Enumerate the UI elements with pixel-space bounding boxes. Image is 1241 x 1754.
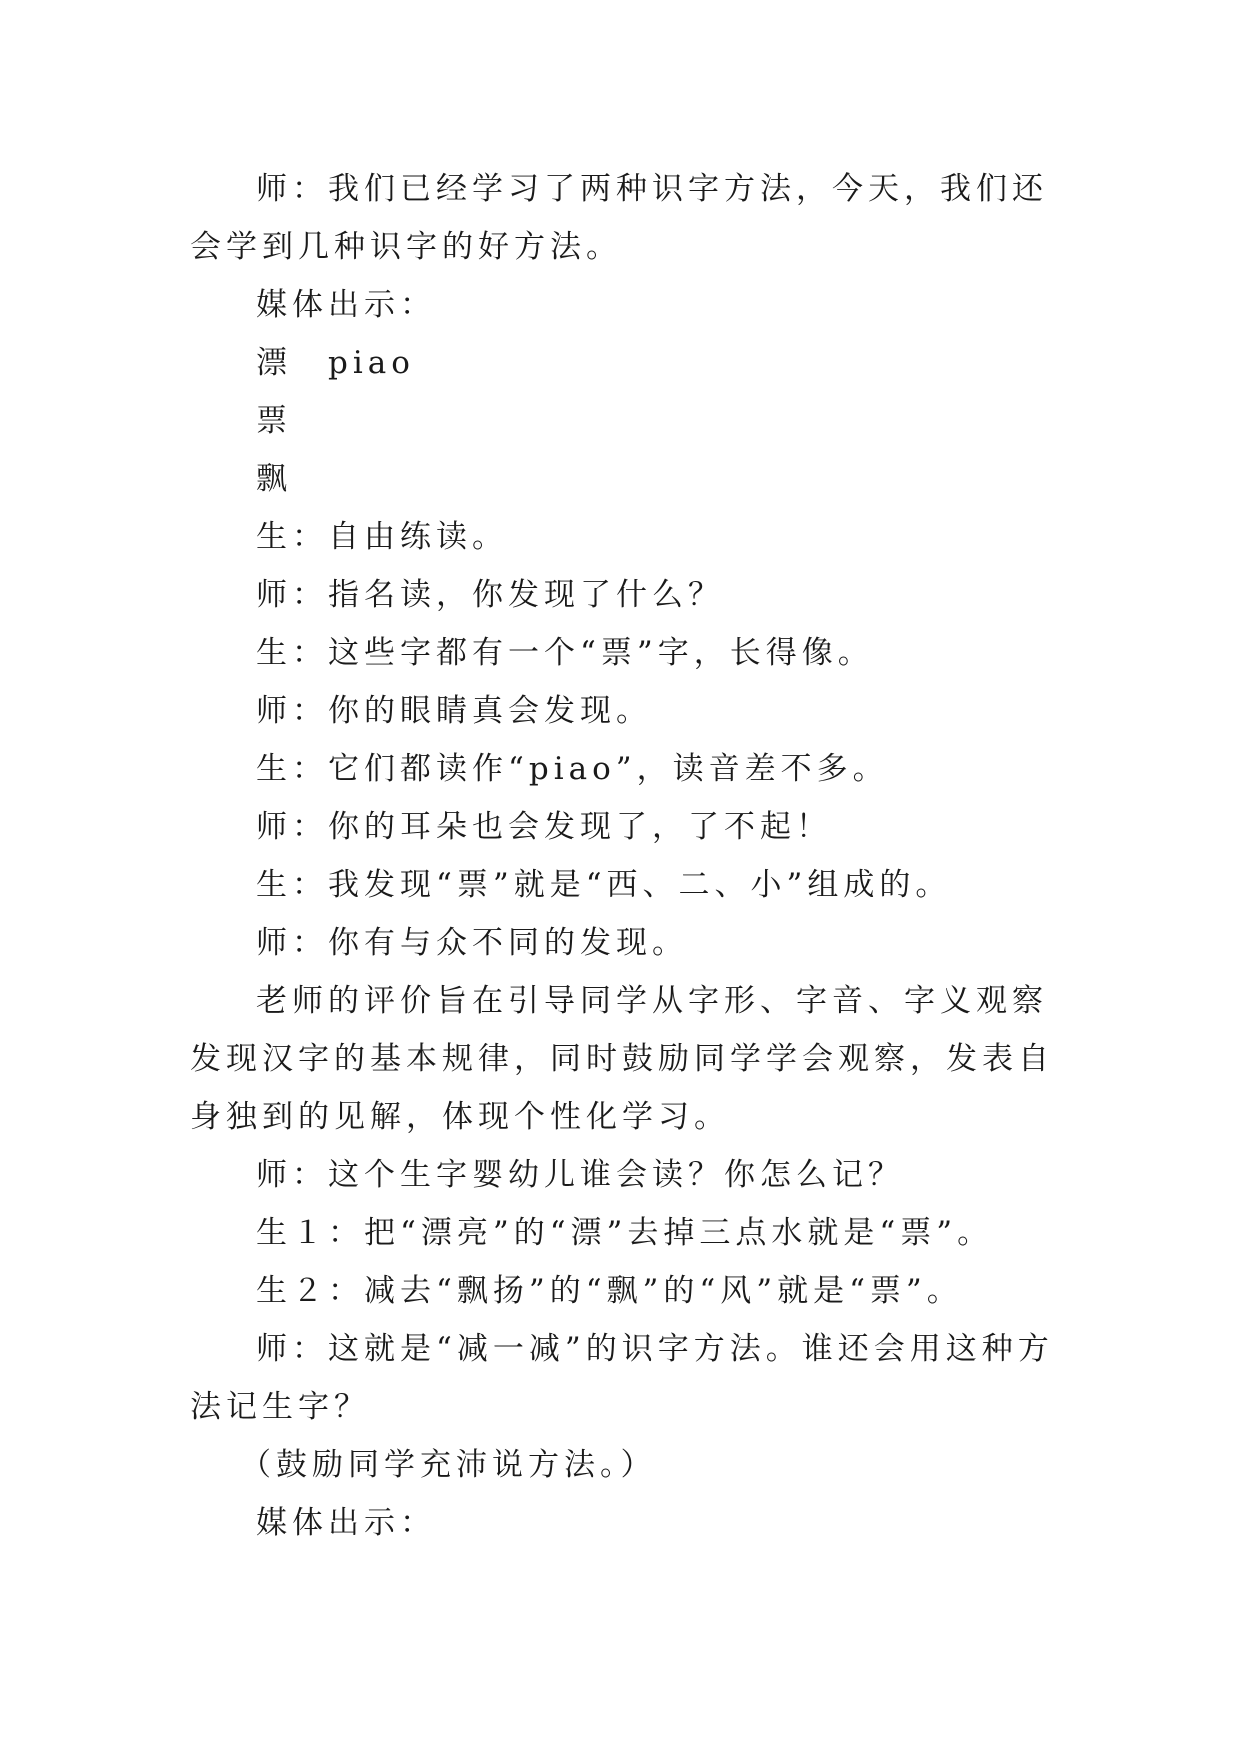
paragraph-commentary: 老师的评价旨在引导同学从字形、字音、字义观察发现汉字的基本规律，同时鼓励同学学会观察，发表自身独到的见解，体现个性化学习。: [190, 983, 1054, 1135]
paragraph-student-1: 生１：把“漂亮”的“漂”去掉三点水就是“票”。: [256, 1215, 994, 1251]
paragraph-media-show: 媒体出示：: [256, 287, 436, 323]
paragraph-teacher-question: 师：指名读，你发现了什么？: [256, 577, 724, 613]
paragraph-char-piao: 漂 piao: [256, 345, 415, 381]
paragraph-teacher-eyes: 师：你的眼睛真会发现。: [256, 693, 652, 729]
paragraph-media-show-2: 媒体出示：: [256, 1505, 436, 1541]
paragraph-teacher-different: 师：你有与众不同的发现。: [256, 925, 688, 961]
paragraph-teacher-remember: 师：这个生字婴幼儿谁会读？你怎么记？: [256, 1157, 904, 1193]
paragraph-student-shape: 生：这些字都有一个“票”字，长得像。: [256, 635, 874, 671]
paragraph-teacher-intro: 师：我们已经学习了两种识字方法，今天，我们还会学到几种识字的好方法。: [190, 171, 1048, 265]
paragraph-student-sound: 生：它们都读作“piao”，读音差不多。: [256, 751, 889, 787]
paragraph-char-piao-float: 飘: [256, 461, 292, 497]
paragraph-teacher-method: 师：这就是“减一减”的识字方法。谁还会用这种方法记生字？: [190, 1331, 1054, 1425]
paragraph-note: （鼓励同学充沛说方法。）: [240, 1447, 657, 1483]
paragraph-char-piao-ticket: 票: [256, 403, 292, 439]
paragraph-student-parts: 生：我发现“票”就是“西、二、小”组成的。: [256, 867, 952, 903]
document-body: [190, 160, 1060, 1552]
paragraph-student-2: 生２：减去“飘扬”的“飘”的“风”就是“票”。: [256, 1273, 963, 1309]
paragraph-teacher-ears: 师：你的耳朵也会发现了，了不起！: [256, 809, 832, 845]
paragraph-student-read: 生：自由练读。: [256, 519, 508, 555]
